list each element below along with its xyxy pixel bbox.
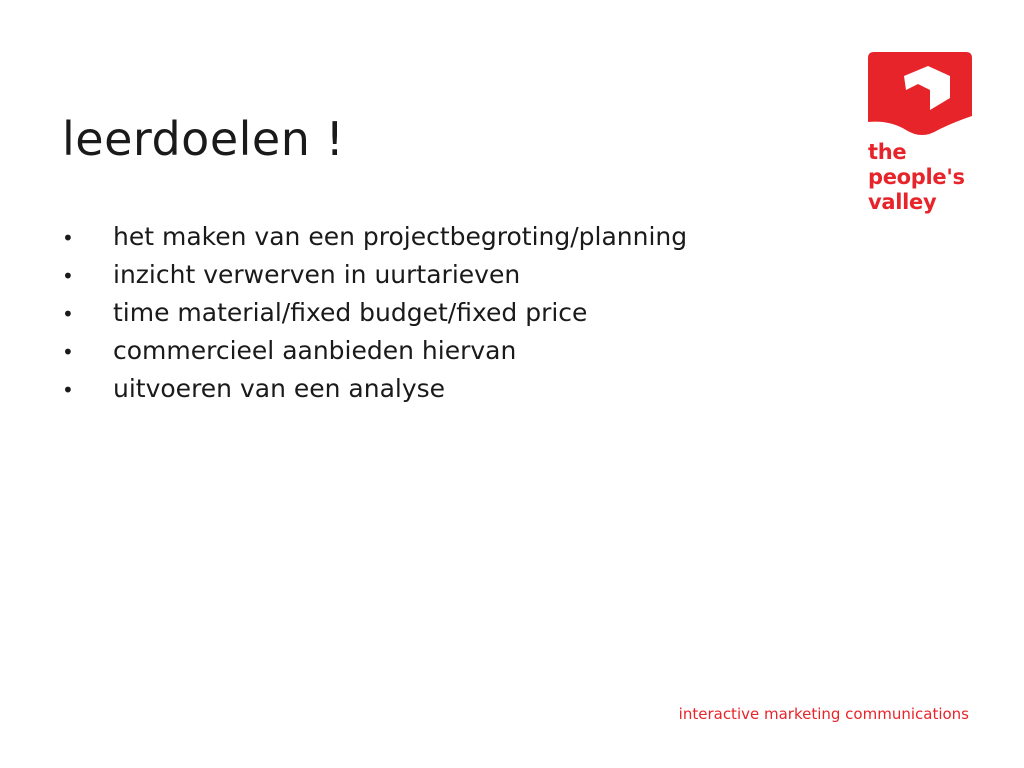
bullet-icon: • — [62, 340, 74, 364]
slide-title: leerdoelen ! — [62, 112, 345, 166]
bullet-list — [62, 218, 687, 408]
bullet-text: time material/fixed budget/fixed price — [113, 298, 588, 327]
bullet-text: het maken van een projectbegroting/planning — [113, 222, 688, 251]
logo-line: valley — [868, 190, 937, 214]
bullet-icon: • — [62, 302, 74, 326]
bullet-text: inzicht verwerven in uurtarieven — [113, 260, 521, 289]
list-item — [62, 332, 687, 370]
logo-line: the — [868, 140, 907, 164]
list-item — [62, 218, 687, 256]
footer-tagline: interactive marketing communications — [678, 705, 969, 723]
bullet-text: uitvoeren van een analyse — [113, 374, 446, 403]
logo-line: people's — [868, 165, 965, 189]
bullet-text: commercieel aanbieden hiervan — [113, 336, 517, 365]
logo-wordmark — [868, 140, 965, 215]
logo-background — [868, 52, 972, 135]
list-item — [62, 256, 687, 294]
list-item — [62, 370, 687, 408]
bullet-icon: • — [62, 378, 74, 402]
bullet-icon: • — [62, 226, 74, 250]
list-item — [62, 294, 687, 332]
bullet-icon: • — [62, 264, 74, 288]
